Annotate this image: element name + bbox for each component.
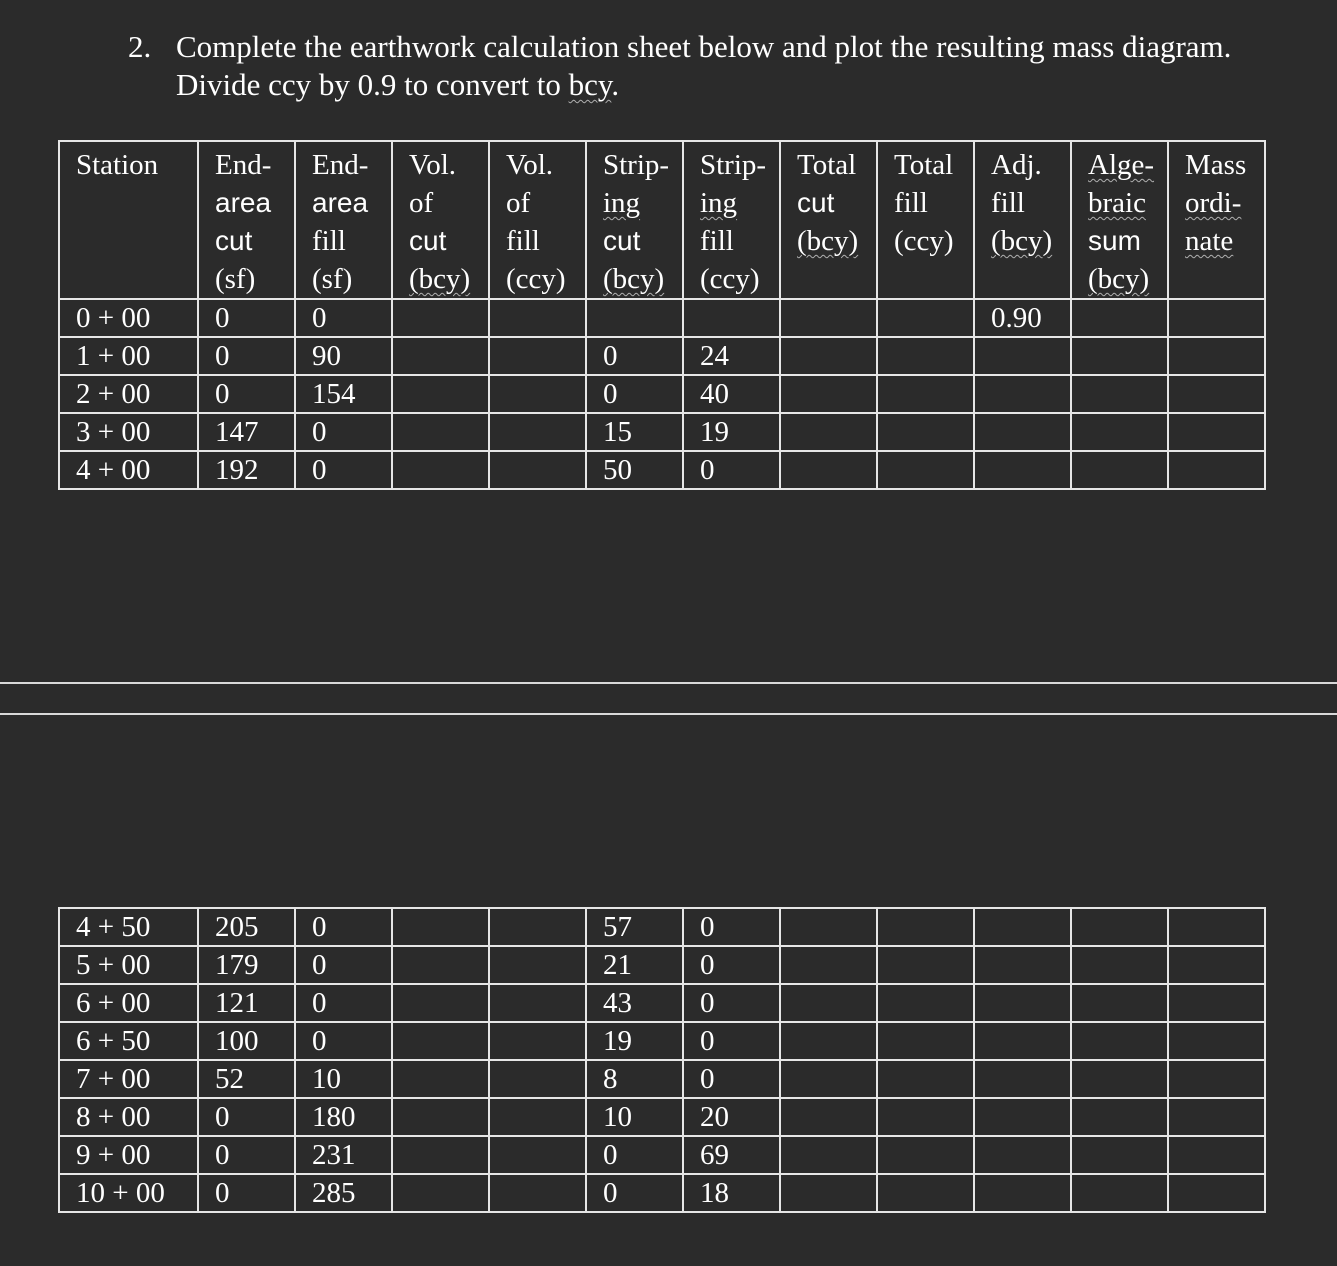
header-line: Alge- <box>1088 149 1155 181</box>
station-cell: 8 + 00 <box>59 1098 198 1136</box>
table-cell: 285 <box>295 1174 392 1212</box>
table-row <box>59 946 1265 984</box>
table-cell <box>1168 299 1265 337</box>
problem-number: 2. <box>128 29 152 64</box>
table-cell <box>1071 1136 1168 1174</box>
table-cell: 24 <box>683 337 780 375</box>
station-cell: 9 + 00 <box>59 1136 198 1174</box>
header-line: of <box>409 187 434 219</box>
table-cell: 10 <box>586 1098 683 1136</box>
table-cell: 90 <box>295 337 392 375</box>
table-row <box>59 375 1265 413</box>
table-cell: 0 <box>198 1136 295 1174</box>
table-cell <box>780 413 877 451</box>
table-cell: 0 <box>586 1136 683 1174</box>
table-cell <box>877 1136 974 1174</box>
header-line: fill <box>700 225 734 257</box>
table-cell: 100 <box>198 1022 295 1060</box>
station-cell: 10 + 00 <box>59 1174 198 1212</box>
table-cell <box>392 413 489 451</box>
table-cell <box>1168 1060 1265 1098</box>
table-cell: 50 <box>586 451 683 489</box>
table-cell <box>1168 946 1265 984</box>
header-line: cut <box>409 225 447 256</box>
table-cell: 69 <box>683 1136 780 1174</box>
table-cell <box>1071 908 1168 946</box>
table-cell <box>1168 337 1265 375</box>
header-line: ing <box>700 187 738 219</box>
table-cell <box>1168 413 1265 451</box>
table-cell <box>489 1022 586 1060</box>
table-cell <box>877 984 974 1022</box>
table-cell <box>974 1098 1071 1136</box>
table-cell <box>489 299 586 337</box>
table-cell <box>1168 1098 1265 1136</box>
table-cell <box>974 451 1071 489</box>
table-cell: 0 <box>295 299 392 337</box>
table-cell <box>877 1060 974 1098</box>
table-cell: 180 <box>295 1098 392 1136</box>
table-cell <box>489 375 586 413</box>
table-cell <box>392 984 489 1022</box>
table-cell <box>392 908 489 946</box>
table-cell <box>1071 946 1168 984</box>
table-cell: 18 <box>683 1174 780 1212</box>
header-cell-2 <box>295 141 392 299</box>
problem-line-2 <box>128 66 1231 104</box>
header-cell-10 <box>1071 141 1168 299</box>
table-cell: 0 <box>683 1022 780 1060</box>
table-cell <box>780 375 877 413</box>
station-cell: 3 + 00 <box>59 413 198 451</box>
header-line: (ccy) <box>700 263 760 295</box>
problem-statement <box>128 28 1231 104</box>
table-cell: 8 <box>586 1060 683 1098</box>
table-cell <box>392 946 489 984</box>
table-cell <box>489 1060 586 1098</box>
table-cell <box>1071 1022 1168 1060</box>
problem-text-1: Complete the earthwork calculation sheet below and plot the resulting mass diagram. <box>176 29 1232 64</box>
header-line: fill <box>991 187 1025 219</box>
table-cell <box>780 908 877 946</box>
table-cell: 52 <box>198 1060 295 1098</box>
table-cell <box>392 1060 489 1098</box>
table-cell <box>780 1174 877 1212</box>
table-cell <box>489 1174 586 1212</box>
header-cell-5 <box>586 141 683 299</box>
table-header-row <box>59 141 1265 299</box>
header-line: Strip- <box>700 149 767 181</box>
header-cell-9 <box>974 141 1071 299</box>
table-cell <box>877 908 974 946</box>
table-row <box>59 451 1265 489</box>
header-cell-1 <box>198 141 295 299</box>
table-cell <box>974 1022 1071 1060</box>
table-cell <box>489 984 586 1022</box>
table-cell <box>1071 984 1168 1022</box>
page-divider-top <box>0 682 1337 684</box>
table-cell: 0 <box>198 1174 295 1212</box>
table-row <box>59 299 1265 337</box>
table-cell <box>780 1060 877 1098</box>
header-cell-3 <box>392 141 489 299</box>
station-cell: 4 + 50 <box>59 908 198 946</box>
table-top-body <box>59 299 1265 489</box>
header-cell-0 <box>59 141 198 299</box>
table-cell <box>586 299 683 337</box>
header-line: Vol. <box>409 149 457 181</box>
station-cell: 7 + 00 <box>59 1060 198 1098</box>
table-row <box>59 1174 1265 1212</box>
header-line: area <box>312 187 369 218</box>
table-cell <box>877 337 974 375</box>
table-cell <box>1071 451 1168 489</box>
table-cell <box>974 413 1071 451</box>
table-cell <box>1071 413 1168 451</box>
table-cell <box>1168 1136 1265 1174</box>
header-line: ing <box>603 187 641 219</box>
problem-text-bcy: bcy <box>568 67 612 102</box>
header-line: (bcy) <box>797 225 859 257</box>
table-cell <box>1071 375 1168 413</box>
table-cell: 10 <box>295 1060 392 1098</box>
table-cell: 40 <box>683 375 780 413</box>
table-cell: 192 <box>198 451 295 489</box>
table-cell <box>780 1136 877 1174</box>
table-cell <box>489 451 586 489</box>
table-row <box>59 984 1265 1022</box>
table-cell <box>780 451 877 489</box>
header-line: fill <box>894 187 928 219</box>
table-cell: 0 <box>198 299 295 337</box>
header-line: (ccy) <box>894 225 954 257</box>
table-cell <box>1168 908 1265 946</box>
table-row <box>59 1060 1265 1098</box>
header-line: Vol. <box>506 149 554 181</box>
header-line: (sf) <box>215 263 256 295</box>
header-cell-8 <box>877 141 974 299</box>
table-cell <box>877 1022 974 1060</box>
table-cell: 231 <box>295 1136 392 1174</box>
table-cell: 0 <box>198 375 295 413</box>
table-cell <box>974 984 1071 1022</box>
table-row <box>59 908 1265 946</box>
problem-text-2: Divide ccy by 0.9 to convert to <box>176 67 569 102</box>
table-cell: 0 <box>198 1098 295 1136</box>
table-cell <box>974 908 1071 946</box>
earthwork-sheet-top <box>58 140 1266 490</box>
table-cell <box>392 1174 489 1212</box>
table-cell: 121 <box>198 984 295 1022</box>
table-cell: 19 <box>586 1022 683 1060</box>
table-bottom-body <box>59 908 1265 1212</box>
table-cell <box>1071 299 1168 337</box>
table-cell: 0 <box>683 908 780 946</box>
header-line: Adj. <box>991 149 1042 181</box>
table-cell: 57 <box>586 908 683 946</box>
station-cell: 4 + 00 <box>59 451 198 489</box>
table-cell <box>780 299 877 337</box>
station-cell: 6 + 50 <box>59 1022 198 1060</box>
header-line: Total <box>894 149 954 181</box>
header-line: cut <box>215 225 253 256</box>
table-cell: 0 <box>198 337 295 375</box>
table-cell: 0 <box>295 413 392 451</box>
table-cell <box>877 1098 974 1136</box>
table-cell: 43 <box>586 984 683 1022</box>
table-cell <box>1071 1098 1168 1136</box>
table-cell <box>974 375 1071 413</box>
table-cell <box>392 1022 489 1060</box>
table-cell: 0 <box>586 337 683 375</box>
table-cell <box>1168 1022 1265 1060</box>
table-cell <box>1168 451 1265 489</box>
problem-text-period: . <box>611 67 620 102</box>
table-cell: 147 <box>198 413 295 451</box>
header-line: Strip- <box>603 149 670 181</box>
table-cell <box>489 946 586 984</box>
table-cell <box>877 451 974 489</box>
header-line: (bcy) <box>1088 263 1150 295</box>
table-cell: 0 <box>683 946 780 984</box>
table-cell <box>780 337 877 375</box>
station-cell: 6 + 00 <box>59 984 198 1022</box>
table-cell: 0 <box>683 1060 780 1098</box>
table-cell <box>392 1098 489 1136</box>
header-line: fill <box>506 225 540 257</box>
header-line: (sf) <box>312 263 353 295</box>
table-cell: 179 <box>198 946 295 984</box>
station-cell: 1 + 00 <box>59 337 198 375</box>
table-row <box>59 337 1265 375</box>
header-line: (bcy) <box>603 263 665 295</box>
table-cell <box>1168 984 1265 1022</box>
station-cell: 2 + 00 <box>59 375 198 413</box>
table-cell <box>489 1098 586 1136</box>
table-cell <box>974 1136 1071 1174</box>
table-row <box>59 1022 1265 1060</box>
table-cell <box>1071 1174 1168 1212</box>
table-cell <box>489 908 586 946</box>
table-cell <box>1168 375 1265 413</box>
table-cell <box>392 375 489 413</box>
table-cell <box>392 1136 489 1174</box>
table-cell <box>877 1174 974 1212</box>
table-cell <box>392 451 489 489</box>
table-row <box>59 413 1265 451</box>
table-cell <box>877 413 974 451</box>
page-divider-bottom <box>0 713 1337 715</box>
table-cell: 15 <box>586 413 683 451</box>
table-cell <box>1071 1060 1168 1098</box>
header-line: of <box>506 187 531 219</box>
table-cell: 0 <box>683 984 780 1022</box>
table-row <box>59 1098 1265 1136</box>
table-cell: 0 <box>586 375 683 413</box>
header-cell-6 <box>683 141 780 299</box>
table-cell <box>489 413 586 451</box>
header-line: fill <box>312 225 346 257</box>
table-cell <box>1168 1174 1265 1212</box>
table-cell <box>489 337 586 375</box>
table-cell <box>877 299 974 337</box>
table-cell: 20 <box>683 1098 780 1136</box>
table-cell <box>974 337 1071 375</box>
table-cell: 0 <box>295 946 392 984</box>
table-cell: 19 <box>683 413 780 451</box>
table-cell: 0 <box>295 1022 392 1060</box>
header-line: Mass <box>1185 149 1247 181</box>
header-cell-11 <box>1168 141 1265 299</box>
table-cell: 21 <box>586 946 683 984</box>
table-cell: 205 <box>198 908 295 946</box>
table-cell <box>974 1174 1071 1212</box>
table-cell <box>392 337 489 375</box>
header-line: (bcy) <box>409 263 471 295</box>
table-cell <box>1071 337 1168 375</box>
table-cell <box>683 299 780 337</box>
header-cell-7 <box>780 141 877 299</box>
header-line: sum <box>1088 225 1141 256</box>
table-cell <box>974 946 1071 984</box>
station-cell: 0 + 00 <box>59 299 198 337</box>
header-line: braic <box>1088 187 1146 219</box>
table-cell: 154 <box>295 375 392 413</box>
table-cell <box>780 946 877 984</box>
table-cell: 0.90 <box>974 299 1071 337</box>
table-cell <box>392 299 489 337</box>
table-cell <box>877 946 974 984</box>
table-cell <box>877 375 974 413</box>
table-cell <box>780 1098 877 1136</box>
table-cell <box>489 1136 586 1174</box>
header-line: End- <box>215 149 272 181</box>
table-cell <box>780 1022 877 1060</box>
earthwork-sheet-bottom <box>58 907 1266 1213</box>
table-row <box>59 1136 1265 1174</box>
header-line: area <box>215 187 272 218</box>
header-line: End- <box>312 149 369 181</box>
table-cell: 0 <box>295 984 392 1022</box>
table-cell: 0 <box>586 1174 683 1212</box>
header-line: ordi- <box>1185 187 1242 219</box>
header-line: cut <box>603 225 641 256</box>
table-cell: 0 <box>295 908 392 946</box>
header-line: (bcy) <box>991 225 1053 257</box>
header-line: (ccy) <box>506 263 566 295</box>
header-line: Total <box>797 149 857 181</box>
header-line: cut <box>797 187 835 218</box>
problem-line-1 <box>128 28 1231 66</box>
header-line: nate <box>1185 225 1234 257</box>
table-cell: 0 <box>295 451 392 489</box>
table-cell <box>780 984 877 1022</box>
header-cell-4 <box>489 141 586 299</box>
table-cell <box>974 1060 1071 1098</box>
table-cell: 0 <box>683 451 780 489</box>
header-line: Station <box>76 149 159 181</box>
station-cell: 5 + 00 <box>59 946 198 984</box>
